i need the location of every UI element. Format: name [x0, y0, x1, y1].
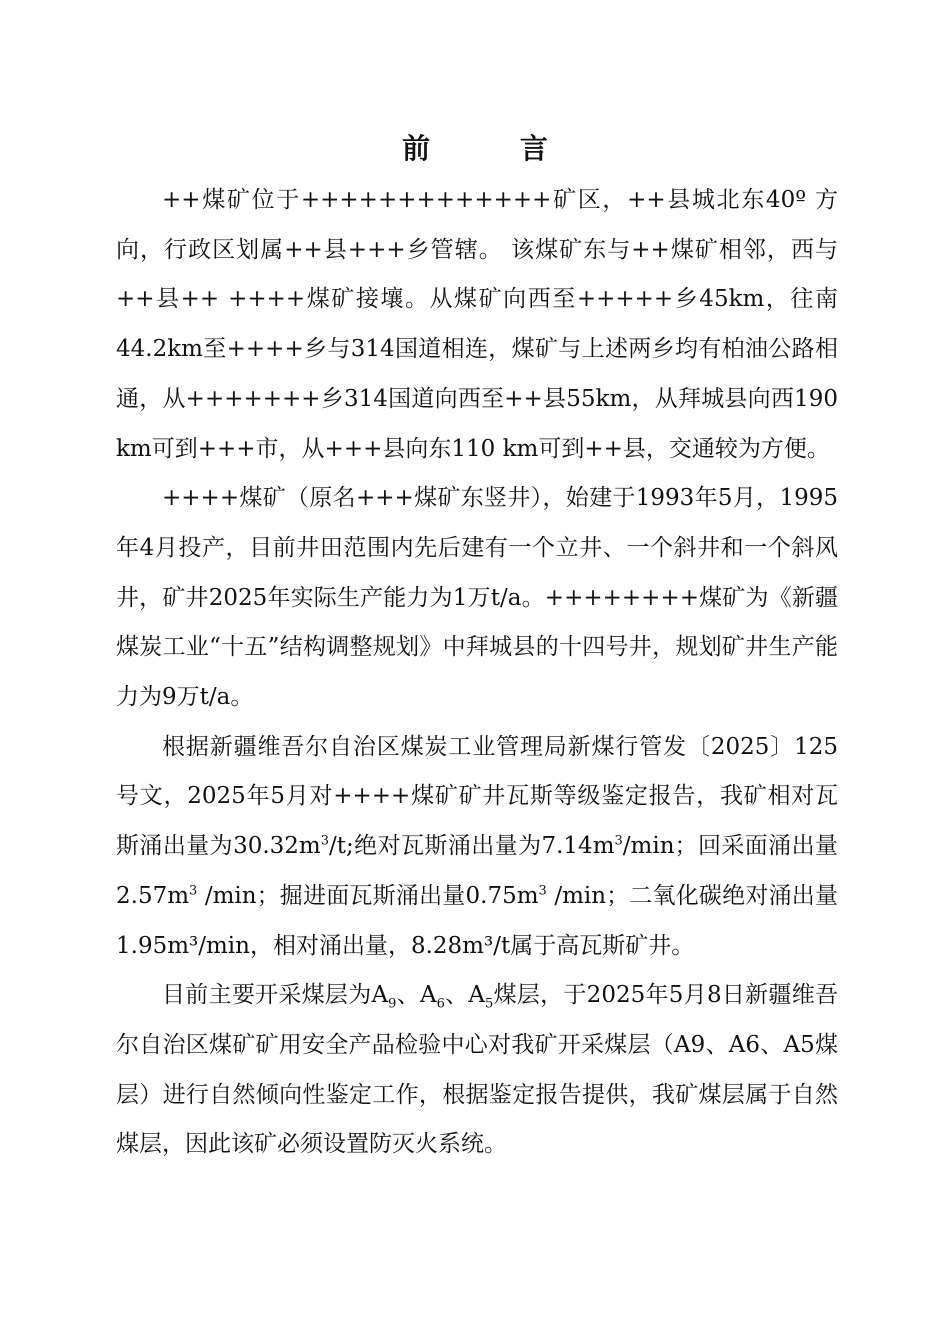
gas-text-2: /t;绝对瓦斯涌出量为7.14m — [329, 833, 615, 860]
seam-text-4: 煤层，于2025年5月8日新疆维吾尔自治区煤矿矿用安全产品检验中心对我矿开采煤层（A9、A6、A5煤层）进行自然倾向性鉴定工作，根据鉴定报告提供，我矿煤层属于自然煤层，因此该矿必须设置防灭火系统。 — [116, 982, 838, 1158]
paragraph-history: ++++煤矿（原名+++煤矿东竖井），始建于1993年5月，1995年4月投产，目前井田范围内先后建有一个立井、一个斜井和一个斜风井，矿井2025年实际生产能力为1万t/a。++++++++煤矿为《新疆煤炭工业“十五”结构调整规划》中拜城县的十四号井，规划矿井生产能力为9万t/a。 — [116, 485, 838, 711]
gas-text-3: /min；回采面涌出量2.57m — [116, 833, 839, 909]
paragraph-location: ++煤矿位于+++++++++++++矿区，++县城北东40º 方向，行政区划属++县+++乡管辖。 该煤矿东与++煤矿相邻，西与++县++ ++++煤矿接壤。从煤矿向西至+++++乡45km，往南44.2km至++++乡与314国道相连，煤矿与上述两乡均有柏油公路相通，从+++++++乡314国道向西至++县55km，从拜城县向西190 km可到+++市，从+++县向东110 km可到++县，交通较为方便。 — [116, 187, 838, 462]
paragraph-coal-seams — [116, 971, 838, 1170]
superscript-3: 3 — [189, 883, 198, 899]
gas-text-5: /min；二氧化碳绝对涌出量1.95m³/min，相对涌出量，8.28m³/t属于高瓦斯矿井。 — [116, 882, 838, 959]
seam-text-1: 目前主要开采煤层为A — [162, 982, 389, 1009]
subscript-9: 9 — [388, 996, 397, 1012]
gas-text-4: /min；掘进面瓦斯涌出量0.75m — [197, 882, 539, 909]
superscript-3: 3 — [538, 883, 547, 899]
gas-text-1: 根据新疆维吾尔自治区煤炭工业管理局新煤行管发〔2025〕125号文，2025年5月对++++煤矿矿井瓦斯等级鉴定报告，我矿相对瓦斯涌出量为30.32m — [116, 733, 838, 860]
paragraph-gas-level — [116, 723, 838, 972]
page-title: 前 言 — [402, 132, 588, 165]
superscript-3: 3 — [320, 833, 330, 849]
seam-text-3: 、A — [444, 982, 486, 1009]
seam-text-2: 、A — [396, 982, 437, 1009]
subscript-5: 5 — [485, 996, 494, 1012]
document-body — [116, 176, 838, 1170]
subscript-6: 6 — [436, 996, 445, 1012]
superscript-3: 3 — [614, 833, 623, 849]
